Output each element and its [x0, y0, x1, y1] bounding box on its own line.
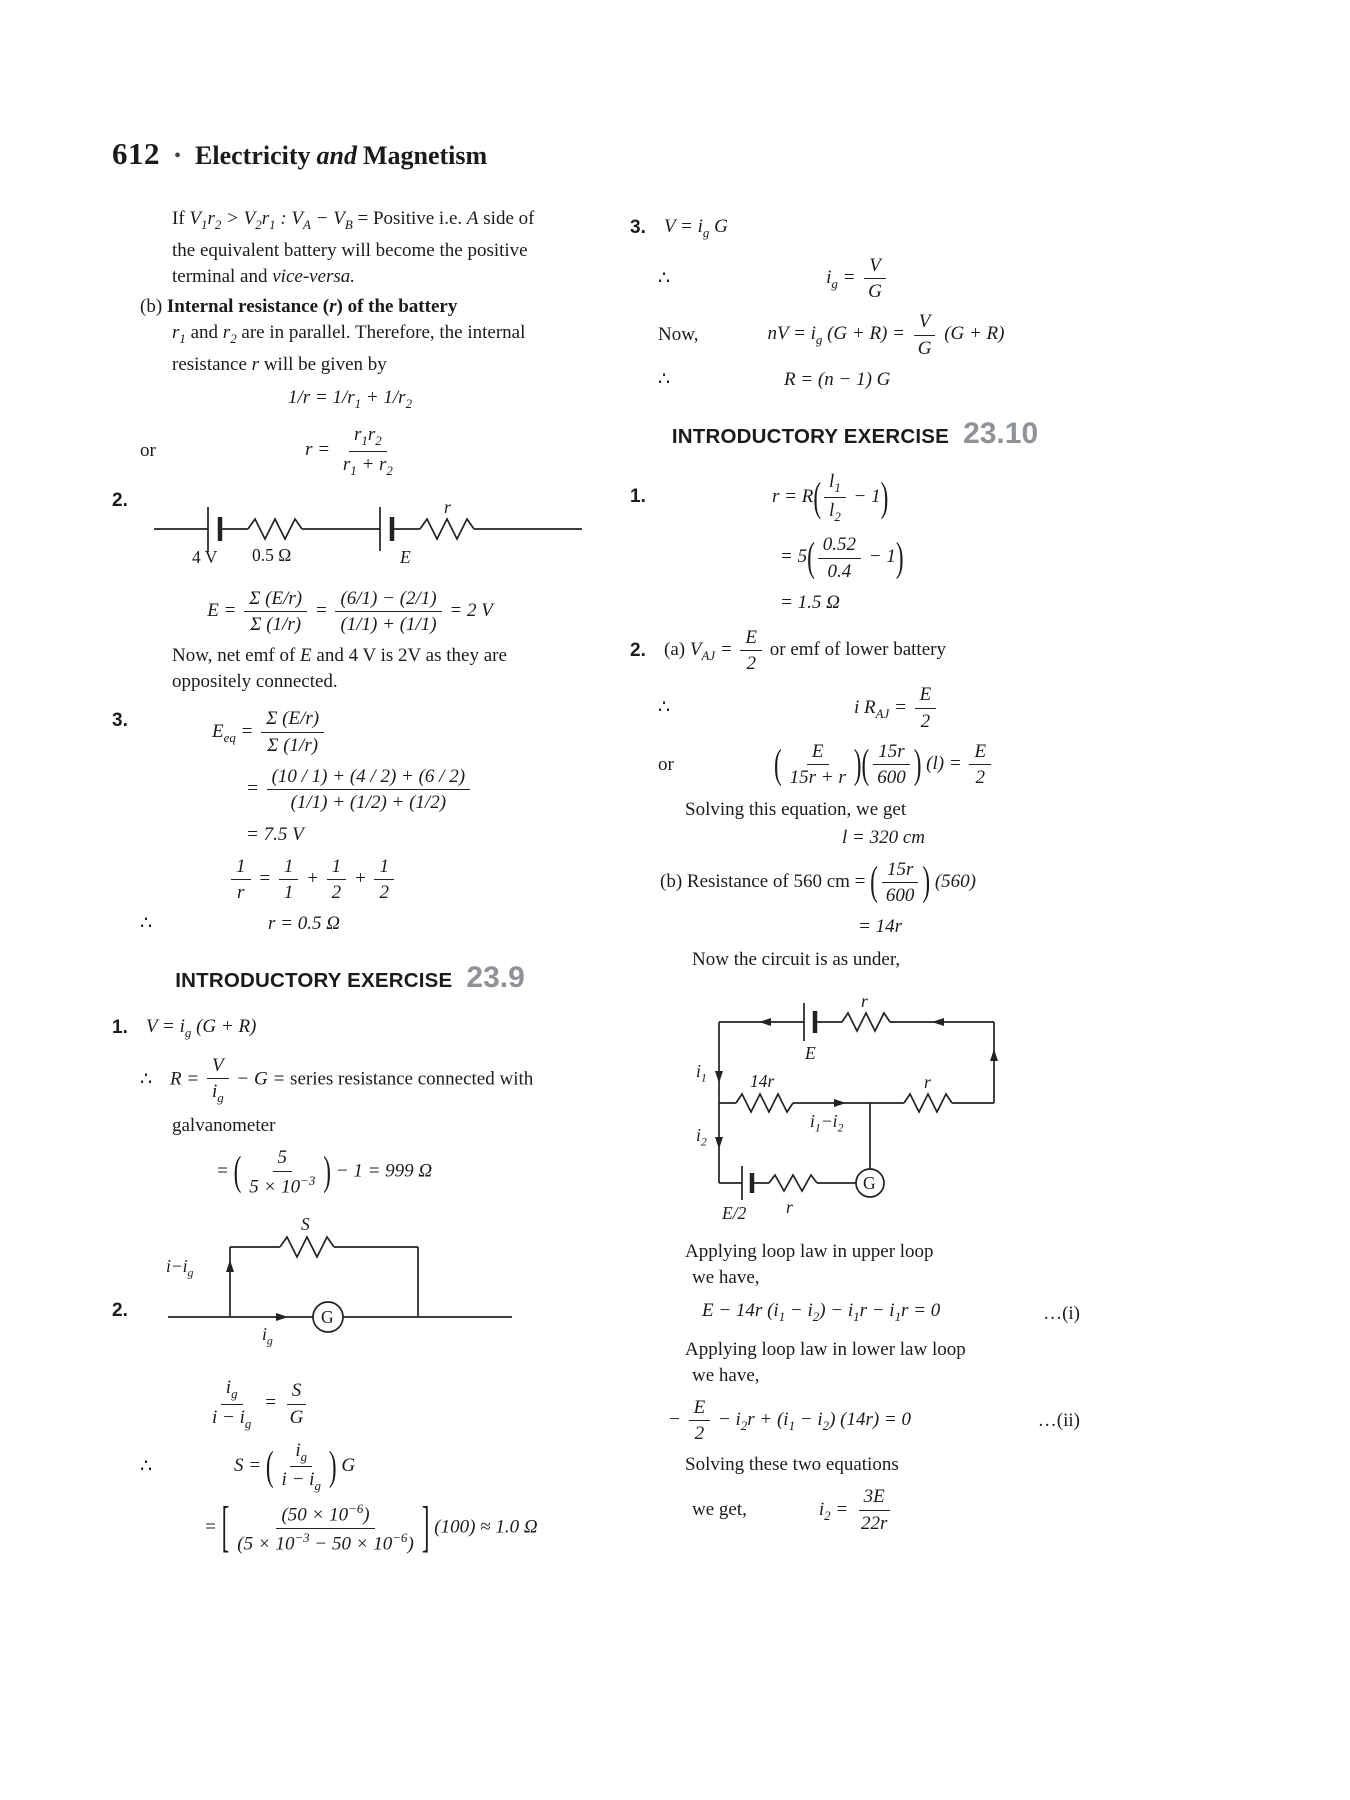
- label-i1: $i_1$: [696, 1061, 707, 1085]
- text-line: resistance r will be given by: [172, 353, 387, 375]
- equation: $V = i_g$ G: [664, 216, 728, 240]
- equation-row-Rn: [630, 367, 1080, 393]
- resistor-zigzag: [904, 1094, 952, 1112]
- equation-vaj: (a) $V_{AJ}$ = $\frac{E}{2}$ or emf of lower battery: [664, 626, 946, 675]
- chapter-title-word-1: Electricity: [195, 141, 311, 170]
- exercise-header-23-9: [112, 961, 588, 995]
- resistor-zigzag: [842, 1013, 890, 1031]
- equation: R = $\frac{V}{i_g}$ − G = series resistance connected with: [170, 1054, 534, 1105]
- two-column-layout: [112, 206, 1350, 1562]
- resistor-zigzag: [248, 519, 302, 539]
- paragraph-parallel-resistance: [172, 320, 588, 378]
- arrowhead-right: [834, 1099, 846, 1107]
- item-number: 1.: [112, 1017, 128, 1039]
- resistor-zigzag: [280, 1237, 334, 1257]
- label-E: E: [805, 1043, 816, 1064]
- circuit-wires: [160, 1220, 520, 1354]
- equation-15: = 1.5 Ω: [780, 591, 840, 613]
- equation-tag: …(ii): [1037, 1409, 1080, 1431]
- equation-52: = 5( $\frac{0.52}{0.4}$ − 1): [780, 534, 904, 582]
- solution-item-2: [112, 487, 588, 579]
- therefore-symbol: ∴: [658, 697, 671, 719]
- page-header: [112, 136, 1350, 172]
- equation: r = R( $\frac{l_1}{l_2}$ − 1): [772, 470, 889, 524]
- paragraph-net-emf: [172, 643, 588, 695]
- label-r-mid: r: [924, 1072, 931, 1093]
- equation-reciprocal-r: $1/r = 1/r_1 + 1/r_2$: [287, 386, 413, 411]
- label-shunt-S: S: [301, 1214, 310, 1235]
- resistor-zigzag: [736, 1094, 793, 1112]
- text-line-we-have: we have,: [692, 1267, 760, 1289]
- label-0.5-ohm: 0.5 Ω: [252, 544, 292, 565]
- text-line: oppositely connected.: [172, 671, 338, 693]
- resistor-zigzag: [769, 1175, 817, 1191]
- equation-eeq-2: = $\frac{(10 / 1) + (4 / 2) + (6 / 2)}{(1/1) + (1/2) + (1/2)}$: [246, 765, 588, 815]
- text-line: the equivalent battery will become the positive: [172, 239, 528, 261]
- equation: r = 0.5 Ω: [268, 913, 340, 935]
- equation-eeq-3: = 7.5 V: [246, 823, 304, 845]
- equation-row-r-result: [112, 911, 588, 937]
- text-line-solving-two: Solving these two equations: [685, 1454, 899, 1476]
- equation: $i_g$ = $\frac{V}{G}$: [826, 254, 890, 304]
- equation-row-R: [112, 1054, 588, 1107]
- chapter-title-word-3: Magnetism: [362, 141, 488, 170]
- item-number: 1.: [630, 485, 646, 507]
- circuit-wires: [674, 987, 1036, 1229]
- item-number: 3.: [112, 710, 128, 732]
- arrowhead-down: [715, 1071, 723, 1083]
- text-line-loop1: Applying loop law in upper loop: [685, 1241, 934, 1263]
- exercise-item-2: [112, 1214, 588, 1362]
- therefore-symbol: ∴: [140, 1069, 153, 1091]
- equation: $V = i_g$ (G + R): [146, 1016, 257, 1040]
- equation-row-r-parallel: [112, 423, 588, 479]
- label-4v: 4 V: [192, 546, 218, 567]
- equation-shunt-ratio: $\frac{i_g}{i - i_g}$ = $\frac{S}{G}$: [204, 1376, 588, 1432]
- label-r: r: [444, 496, 451, 517]
- equation: E − 14r $(i_1 - i_2) - i_1r - i_1r = 0$: [702, 1300, 941, 1324]
- equation-S-result: = [ $\frac{(50 \times 10^{-6})}{(5 \times 10^{-3} - 50 \times 10^{-6})}$ ] (100) ≈ 1.0 Ω: [204, 1497, 538, 1560]
- therefore-symbol: ∴: [140, 913, 153, 935]
- equation: S = ( $\frac{i_g}{i - i_g}$ ) G: [234, 1439, 356, 1493]
- equation-lead: or: [140, 440, 156, 462]
- equation-row-ig: [630, 254, 1080, 304]
- label-emf-E: E: [400, 546, 411, 567]
- equation-eeq: $E_{eq}$ = $\frac{\Sigma (E/r)}{\Sigma (1/r)}$: [212, 707, 588, 757]
- equation: i $R_{AJ}$ = $\frac{E}{2}$: [854, 683, 939, 733]
- text-line-we-have: we have,: [692, 1364, 760, 1386]
- text-line-loop2: Applying loop law in lower law loop: [685, 1338, 966, 1360]
- exercise-label: INTRODUCTORY EXERCISE: [671, 424, 950, 448]
- equation: r = $\frac{r_1r_2}{r_1 + r_2}$: [305, 424, 393, 478]
- item-number: 2.: [112, 1300, 128, 1322]
- text-line-circuit-intro: Now the circuit is as under,: [692, 949, 901, 971]
- subsection-heading-b: (b) Internal resistance (r) of the battery: [140, 295, 458, 317]
- equation-14r: = 14r: [858, 916, 902, 938]
- therefore-symbol: ∴: [658, 267, 671, 289]
- equation-row-loop1: [630, 1298, 1080, 1330]
- equation: − $\frac{E}{2}$ − $i_2r + (i_1 - i_2) (14r) = 0$: [668, 1396, 912, 1445]
- text-line: $r_1$ and $r_2$ are in parallel. Therefore, the internal: [172, 321, 526, 346]
- resistor-zigzag: [420, 519, 474, 539]
- label-galvanometer-G: G: [863, 1173, 876, 1194]
- equation-row-loop2: [630, 1396, 1080, 1446]
- equation-l-result: l = 320 cm: [842, 826, 926, 848]
- therefore-symbol: ∴: [658, 368, 671, 390]
- equation-E-result: E = $\frac{\Sigma (E/r)}{\Sigma (1/r)}$ = $\frac{(6/1) - (2/1)}{(1/1) + (1/1)}$ = 2 V: [207, 587, 493, 636]
- circuit-diagram-shunt-galvanometer: [160, 1214, 520, 1354]
- equation: ( $\frac{E}{15r + r}$ )( $\frac{15r}{600}$ ) (l) = $\frac{E}{2}$: [774, 740, 994, 790]
- item-number: 2.: [630, 639, 646, 661]
- circuit-diagram-two-loops: [674, 987, 1036, 1229]
- left-column: [112, 206, 588, 1562]
- equation-reciprocal-sum: $\frac{1}{r}$ = $\frac{1}{1}$ + $\frac{1}{2}$ + $\frac{1}{2}$: [228, 855, 588, 905]
- equation-row-iraj: [630, 683, 1080, 733]
- text-line: Now, net emf of E and 4 V is 2V as they are: [172, 645, 507, 667]
- arrowhead-left: [759, 1018, 771, 1026]
- equation-row-S: [112, 1439, 588, 1495]
- label-r-bottom: r: [786, 1197, 793, 1218]
- text-line-galvanometer: galvanometer: [172, 1115, 276, 1137]
- equation: R = (n − 1) G: [784, 368, 891, 390]
- text-line-solving: Solving this equation, we get: [685, 798, 907, 820]
- text-line: If $V_1r_2 > V_2r_1$ : $V_A - V_B$ = Positive i.e. A side of: [172, 208, 535, 232]
- arrowhead-down: [715, 1137, 723, 1149]
- exercise-item-2-right: [630, 626, 1080, 676]
- exercise-header-23-10: [630, 416, 1080, 450]
- label-ig: $i_g$: [262, 1324, 273, 1348]
- arrowhead-up: [990, 1049, 998, 1061]
- exercise-item-1-right: [630, 470, 1080, 526]
- chapter-title-word-2: and: [316, 141, 357, 170]
- exercise-label: INTRODUCTORY EXERCISE: [175, 969, 453, 993]
- equation-row-nv: [630, 310, 1080, 360]
- exercise-number: 23.10: [963, 416, 1039, 450]
- equation: $i_2$ = $\frac{3E}{22r}$: [819, 1485, 895, 1535]
- equation-999: = ( $\frac{5}{5 \times 10^{-3}}$ ) − 1 = 999 Ω: [216, 1147, 433, 1197]
- label-E-over-2: E/2: [722, 1203, 747, 1224]
- circuit-diagram-series-batteries: [152, 497, 584, 573]
- item-number: 3.: [630, 217, 646, 238]
- equation-lead: or: [658, 753, 674, 775]
- equation-tag: …(i): [1043, 1302, 1080, 1324]
- equation-lead: Now,: [658, 324, 699, 346]
- therefore-symbol: ∴: [140, 1455, 153, 1477]
- item-number: 2.: [112, 489, 128, 511]
- label-i1-minus-i2: $i_1-i_2$: [810, 1111, 844, 1135]
- exercise-number: 23.9: [466, 961, 525, 995]
- equation-row-potentiometer: [630, 740, 1080, 790]
- solution-item-3: [112, 707, 588, 757]
- bullet-separator: •: [174, 145, 182, 167]
- chapter-title: [195, 141, 487, 171]
- page-number: 612: [112, 136, 160, 171]
- arrowhead-left: [932, 1018, 944, 1026]
- intro-paragraph: [172, 206, 588, 290]
- right-column: [630, 206, 1080, 1562]
- equation-row-i2: [630, 1485, 1080, 1535]
- arrowhead-right: [276, 1313, 288, 1321]
- label-i2: $i_2$: [696, 1125, 707, 1149]
- label-i-minus-ig: $i-i_g$: [166, 1256, 194, 1280]
- text-line: terminal and vice-versa.: [172, 265, 356, 287]
- equation-lead: we get,: [692, 1499, 747, 1521]
- solution-item-3-right: [630, 214, 1080, 246]
- label-galvanometer-G: G: [321, 1307, 334, 1328]
- equation: nV = $i_g$ (G + R) = $\frac{V}{G}$ (G + R): [767, 311, 1005, 359]
- arrowhead-up: [226, 1260, 234, 1272]
- equation-resistance-560: (b) Resistance of 560 cm = ( $\frac{15r}{600}$ ) (560): [660, 858, 977, 906]
- exercise-item-1: [112, 1014, 588, 1046]
- label-14r: 14r: [750, 1071, 775, 1092]
- label-r-top: r: [861, 991, 868, 1012]
